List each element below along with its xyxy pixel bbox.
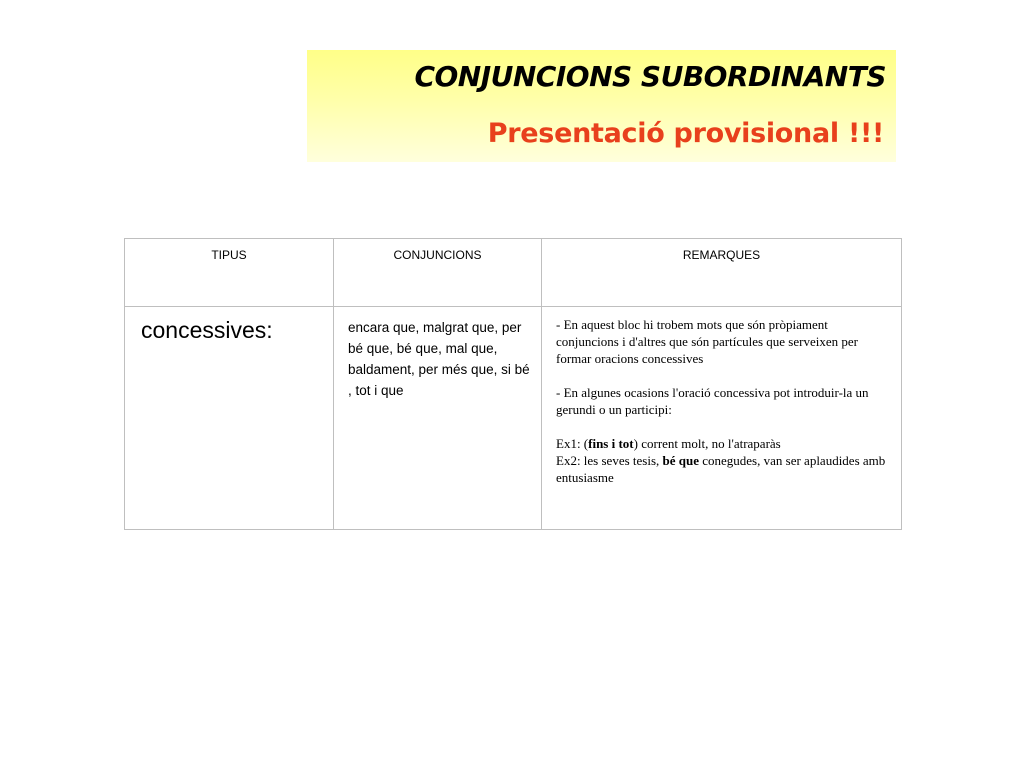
slide-title: CONJUNCIONS SUBORDINANTS xyxy=(414,60,886,93)
cell-remarques xyxy=(542,307,902,530)
example-1: Ex1: (fins i tot) corrent molt, no l'atraparàs xyxy=(556,436,781,451)
table-row xyxy=(125,307,902,530)
example-2: Ex2: les seves tesis, bé que conegudes, van ser aplaudides amb entusiasme xyxy=(556,453,886,485)
remark-paragraph-2: - En algunes ocasions l'oració concessiva pot introduir-la un gerundi o un participi: xyxy=(556,385,869,417)
header-tipus: TIPUS xyxy=(125,239,334,307)
table-header-row xyxy=(125,239,902,307)
cell-tipus xyxy=(125,307,334,530)
header-conjuncions: CONJUNCIONS xyxy=(334,239,542,307)
remark-paragraph-1: - En aquest bloc hi trobem mots que són pròpiament conjuncions i d'altres que són partícules que serveixen per formar oracions concessives xyxy=(556,317,858,366)
remarques-value xyxy=(542,307,901,486)
tipus-value: concessives: xyxy=(141,317,273,343)
slide-subtitle: Presentació provisional !!! xyxy=(487,118,884,149)
header-remarques: REMARQUES xyxy=(542,239,902,307)
cell-conjuncions xyxy=(334,307,542,530)
conjunctions-table xyxy=(124,238,902,530)
conjuncions-value: encara que, malgrat que, per bé que, bé que, mal que, baldament, per més que, si bé , tot i que xyxy=(348,320,530,398)
title-box xyxy=(307,50,896,162)
